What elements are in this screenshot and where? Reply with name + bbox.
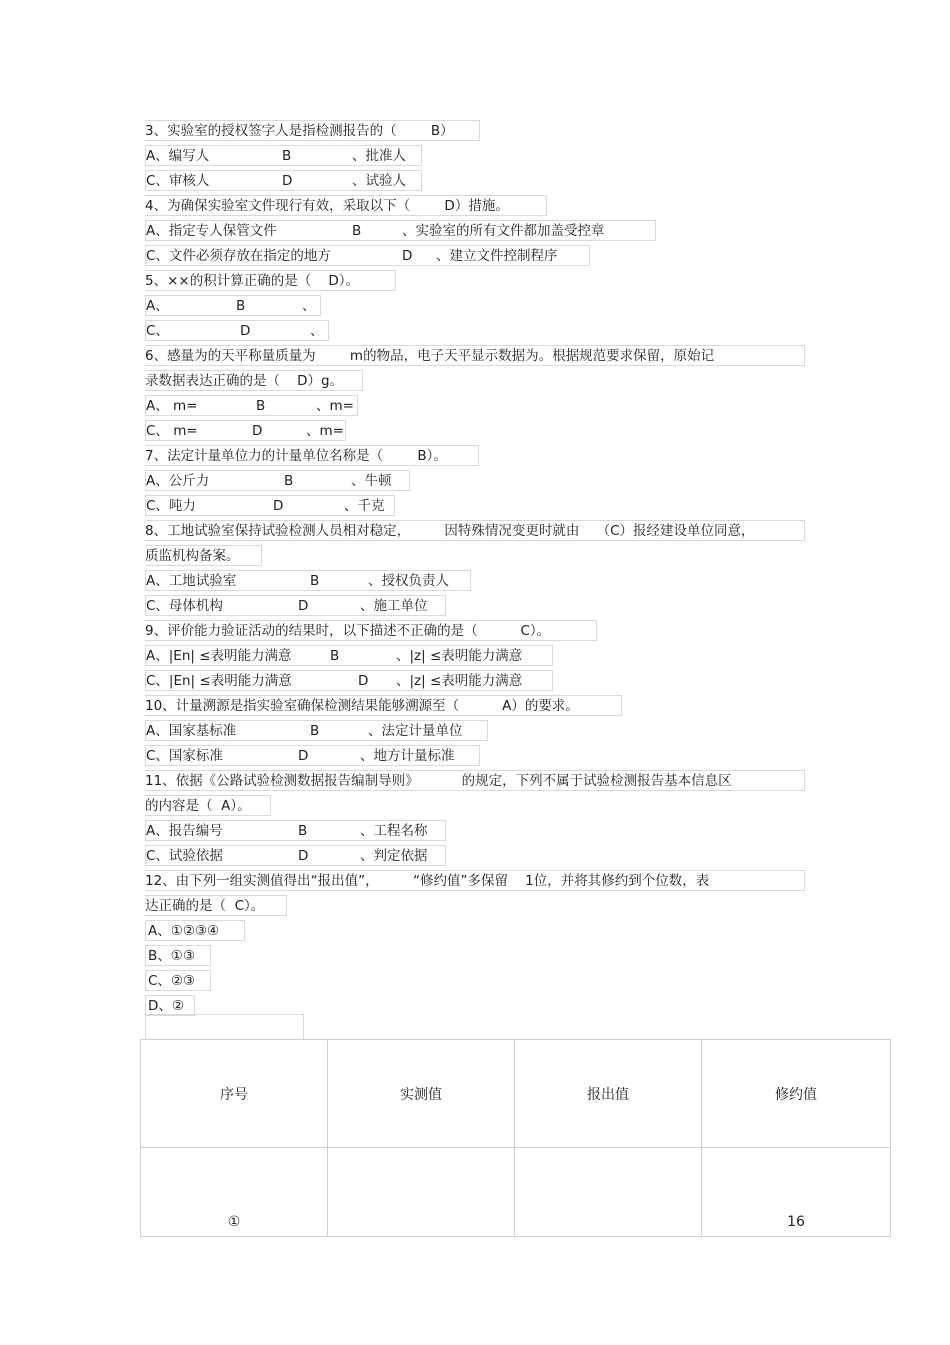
option-c: C、审核人 [146,173,210,189]
option-c: C、 m= [146,423,198,439]
question-11-stem-line2: 的内容是（ A）。 [145,795,271,816]
option-d-text: 、 [310,323,324,339]
question-8-options-cd [145,595,446,616]
option-b-text: 、|z| ≤表明能力满意 [396,648,523,664]
question-5-options-cd [145,320,329,341]
option-c: C、试验依据 [146,848,223,864]
option-d-text: 、建立文件控制程序 [436,248,558,264]
option-d-letter: D [402,248,413,264]
option-b-letter: B [310,573,320,589]
option-a: A、编写人 [146,148,210,164]
table-row [141,1148,891,1237]
option-a: A、 [146,298,169,314]
option-a: A、公斤力 [146,473,210,489]
option-d-letter: D [273,498,284,514]
question-6-stem-line1: 6、感量为的天平称量质量为 m的物品，电子天平显示数据为。根据规范要求保留，原始记 [145,345,805,366]
header-reported-value: 报出值 [515,1040,702,1148]
question-11-options-ab [145,820,446,841]
option-d-text: 、判定依据 [360,848,428,864]
option-a: A、国家基标准 [146,723,237,739]
question-6-options-cd [145,420,346,441]
option-c: C、|En| ≤表明能力满意 [146,673,292,689]
option-b-letter: B [298,823,308,839]
question-7-options-cd [145,495,395,516]
question-3-options-cd [145,170,422,191]
cell-measured-value [328,1148,515,1237]
question-12-stem-line1: 12、由下列一组实测值得出“报出值”， “修约值”多保留 1位，并将其修约到个位数，表 [145,870,805,891]
option-d-text: 、|z| ≤表明能力满意 [396,673,523,689]
option-b-letter: B [236,298,246,314]
question-12-option-b: B、①③ [145,945,211,966]
option-d-text: 、试验人 [352,173,406,189]
option-a: A、指定专人保管文件 [146,223,277,239]
question-5-options-ab [145,295,321,316]
option-c: C、文件必须存放在指定的地方 [146,248,331,264]
question-3-options-ab [145,145,422,166]
cell-serial: ① [141,1148,328,1237]
option-a: A、 m= [146,398,198,414]
option-b-text: 、授权负责人 [368,573,449,589]
question-4-stem: 4、为确保实验室文件现行有效，采取以下（ D）措施。 [145,195,547,216]
question-8-options-ab [145,570,471,591]
option-b-text: 、m= [316,398,354,414]
question-4-options-cd [145,245,590,266]
header-rounded-value: 修约值 [702,1040,891,1148]
option-d-letter: D [298,598,309,614]
option-b-text: 、 [302,298,316,314]
cell-reported-value [515,1148,702,1237]
option-d-letter: D [298,748,309,764]
table-header-row [141,1040,891,1148]
option-b-letter: B [330,648,340,664]
question-9-options-cd [145,670,553,691]
option-b-text: 、实验室的所有文件都加盖受控章 [402,223,605,239]
option-c: C、国家标准 [146,748,223,764]
option-d-text: 、地方计量标准 [360,748,455,764]
header-measured-value: 实测值 [328,1040,515,1148]
cell-rounded-value: 16 [702,1148,891,1237]
option-a: A、报告编号 [146,823,223,839]
option-d-text: 、m= [306,423,344,439]
option-c: C、 [146,323,169,339]
option-b-letter: B [284,473,294,489]
option-d-text: 、施工单位 [360,598,428,614]
question-9-stem: 9、评价能力验证活动的结果时，以下描述不正确的是（ C）。 [145,620,597,641]
question-12-option-a: A、①②③④ [145,920,245,941]
question-9-options-ab [145,645,553,666]
question-8-stem-line1: 8、工地试验室保持试验检测人员相对稳定， 因特殊情况变更时就由 （C）报经建设单位同意， [145,520,805,541]
question-4-options-ab [145,220,656,241]
header-serial: 序号 [141,1040,328,1148]
question-8-stem-line2: 质监机构备案。 [145,545,262,566]
option-c: C、母体机构 [146,598,223,614]
question-7-options-ab [145,470,410,491]
question-11-stem-line1: 11、依据《公路试验检测数据报告编制导则》 的规定，下列不属于试验检测报告基本信息区 [145,770,805,791]
option-b-letter: B [282,148,292,164]
option-b-letter: B [256,398,266,414]
option-b-text: 、工程名称 [360,823,428,839]
question-12-option-d: D、② [145,995,195,1016]
question-11-options-cd [145,845,446,866]
option-b-letter: B [352,223,362,239]
option-b-letter: B [310,723,320,739]
option-b-text: 、法定计量单位 [368,723,463,739]
question-10-stem: 10、计量溯源是指实验室确保检测结果能够溯源至（ A）的要求。 [145,695,622,716]
option-b-text: 、牛顿 [351,473,392,489]
question-6-options-ab [145,395,358,416]
option-d-letter: D [252,423,263,439]
question-10-options-cd [145,745,480,766]
question-3-stem: 3、实验室的授权签字人是指检测报告的（ B） [145,120,480,141]
question-12-option-c: C、②③ [145,970,211,991]
option-d-letter: D [298,848,309,864]
option-d-letter: D [282,173,293,189]
question-6-stem-line2: 录数据表达正确的是（ D）g。 [145,370,363,391]
empty-cell [145,1014,304,1040]
option-d-letter: D [358,673,369,689]
option-c: C、吨力 [146,498,196,514]
option-a: A、|En| ≤表明能力满意 [146,648,292,664]
option-d-letter: D [240,323,251,339]
option-d-text: 、千克 [344,498,385,514]
question-5-stem: 5、××的积计算正确的是（ D）。 [145,270,396,291]
option-a: A、工地试验室 [146,573,237,589]
option-b-text: 、批准人 [352,148,406,164]
question-10-options-ab [145,720,488,741]
rounding-table [140,1039,891,1237]
question-7-stem: 7、法定计量单位力的计量单位名称是（ B）。 [145,445,479,466]
question-12-stem-line2: 达正确的是（ C）。 [145,895,287,916]
